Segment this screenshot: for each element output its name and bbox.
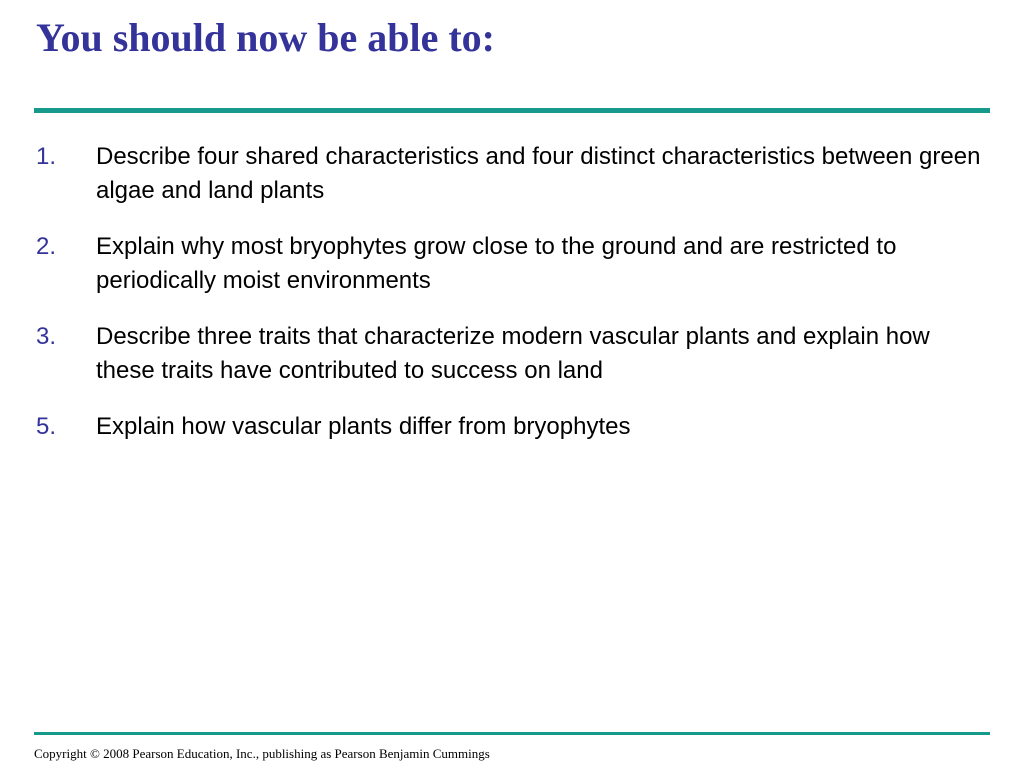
- objective-item: [36, 410, 986, 444]
- objective-text: Explain why most bryophytes grow close to the ground and are restricted to periodically moist environments: [96, 233, 897, 294]
- objective-number: 5.: [36, 413, 57, 440]
- objective-text: Describe three traits that characterize modern vascular plants and explain how these traits have contributed to success on land: [96, 323, 930, 384]
- objective-number: 3.: [36, 323, 57, 350]
- objective-item: [36, 230, 986, 298]
- objective-item: [36, 320, 986, 388]
- copyright-footer: Copyright © 2008 Pearson Education, Inc., publishing as Pearson Benjamin Cummings: [34, 746, 490, 761]
- objective-number: 1.: [36, 143, 57, 170]
- top-divider: [34, 108, 990, 113]
- objective-number: 2.: [36, 233, 57, 260]
- objective-text: Describe four shared characteristics and four distinct characteristics between green algae and land plants: [96, 143, 981, 204]
- objectives-list: [36, 140, 986, 466]
- slide-title: You should now be able to:: [36, 15, 496, 60]
- objective-item: [36, 140, 986, 208]
- objective-text: Explain how vascular plants differ from bryophytes: [96, 413, 631, 440]
- bottom-divider: [34, 732, 990, 735]
